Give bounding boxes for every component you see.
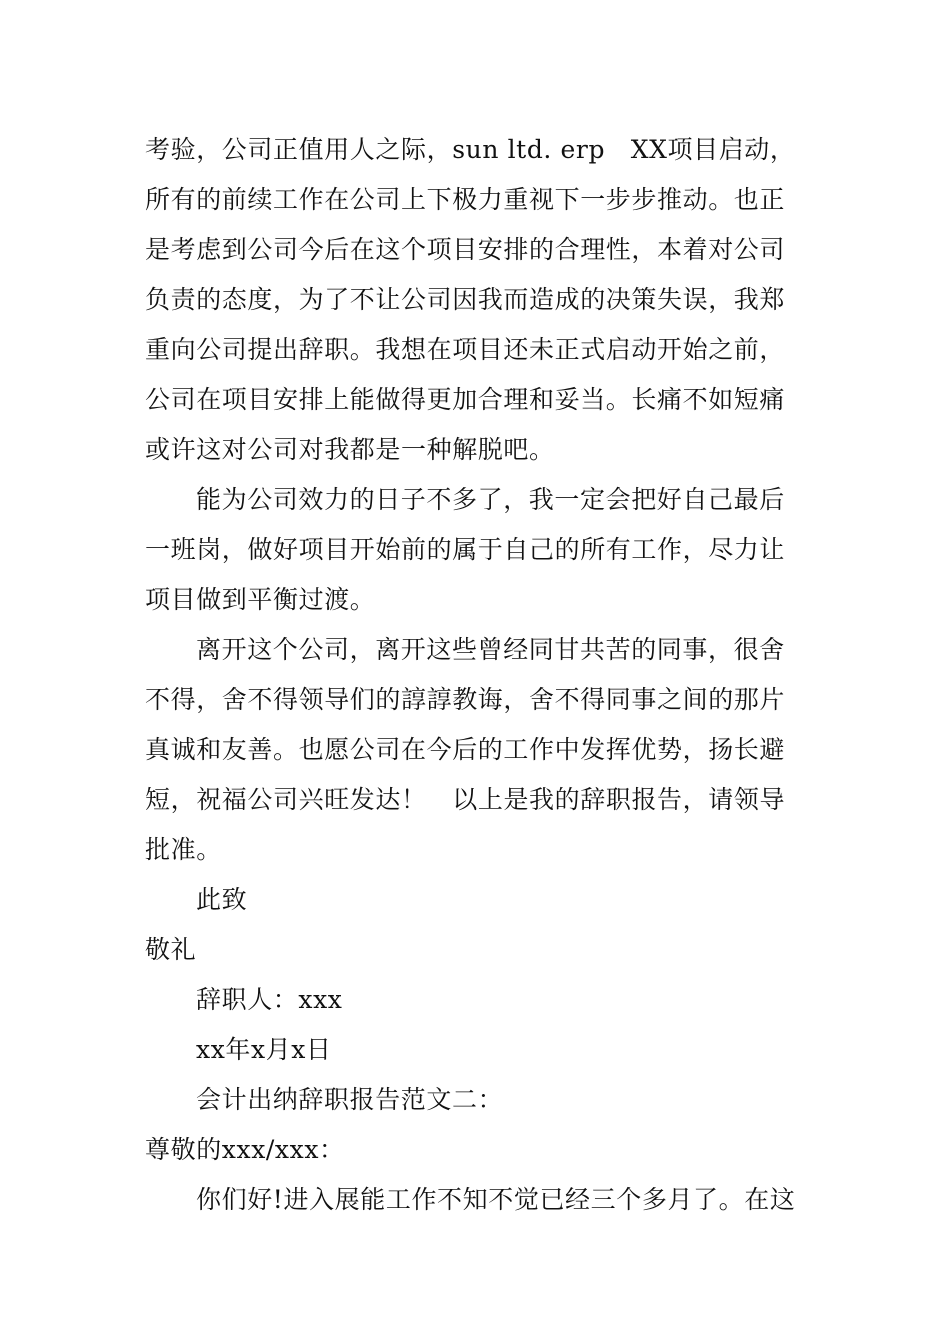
paragraph-line: 不得，舍不得领导们的諄諄教诲，舍不得同事之间的那片 [145, 685, 786, 714]
paragraph-line: 公司在项目安排上能做得更加合理和妥当。长痛不如短痛 [145, 385, 786, 414]
letter-greeting: 尊敬的xxx/xxx： [145, 1135, 345, 1164]
paragraph-line: 短，祝福公司兴旺发达！ 以上是我的辞职报告，请领导 [145, 785, 786, 814]
signature-date: xx年x月x日 [196, 1035, 332, 1064]
paragraph-line: 一班岗，做好项目开始前的属于自己的所有工作，尽力让 [145, 535, 786, 564]
paragraph-line: 负责的态度，为了不让公司因我而造成的决策失误，我郑 [145, 285, 786, 314]
closing-line: 此致 [196, 885, 248, 914]
paragraph-line: 考验，公司正值用人之际，sun ltd. erp XX项目启动， [145, 135, 796, 164]
signature-name: 辞职人：xxx [196, 985, 343, 1014]
paragraph-line: 离开这个公司，离开这些曾经同甘共苦的同事，很舍 [196, 635, 785, 664]
paragraph-line: 项目做到平衡过渡。 [145, 585, 376, 614]
paragraph-line: 你们好!进入展能工作不知不觉已经三个多月了。在这 [196, 1185, 796, 1214]
paragraph-line: 所有的前续工作在公司上下极力重视下一步步推动。也正 [145, 185, 786, 214]
paragraph-line: 能为公司效力的日子不多了，我一定会把好自己最后 [196, 485, 785, 514]
paragraph-line: 批准。 [145, 835, 222, 864]
paragraph-line: 或许这对公司对我都是一种解脱吧。 [145, 435, 555, 464]
salutation-line: 敬礼 [145, 935, 197, 964]
paragraph-line: 真诚和友善。也愿公司在今后的工作中发挥优势，扬长避 [145, 735, 786, 764]
paragraph-line: 是考虑到公司今后在这个项目安排的合理性，本着对公司 [145, 235, 786, 264]
section-heading: 会计出纳辞职报告范文二： [196, 1085, 504, 1114]
paragraph-line: 重向公司提出辞职。我想在项目还未正式启动开始之前， [145, 335, 786, 364]
